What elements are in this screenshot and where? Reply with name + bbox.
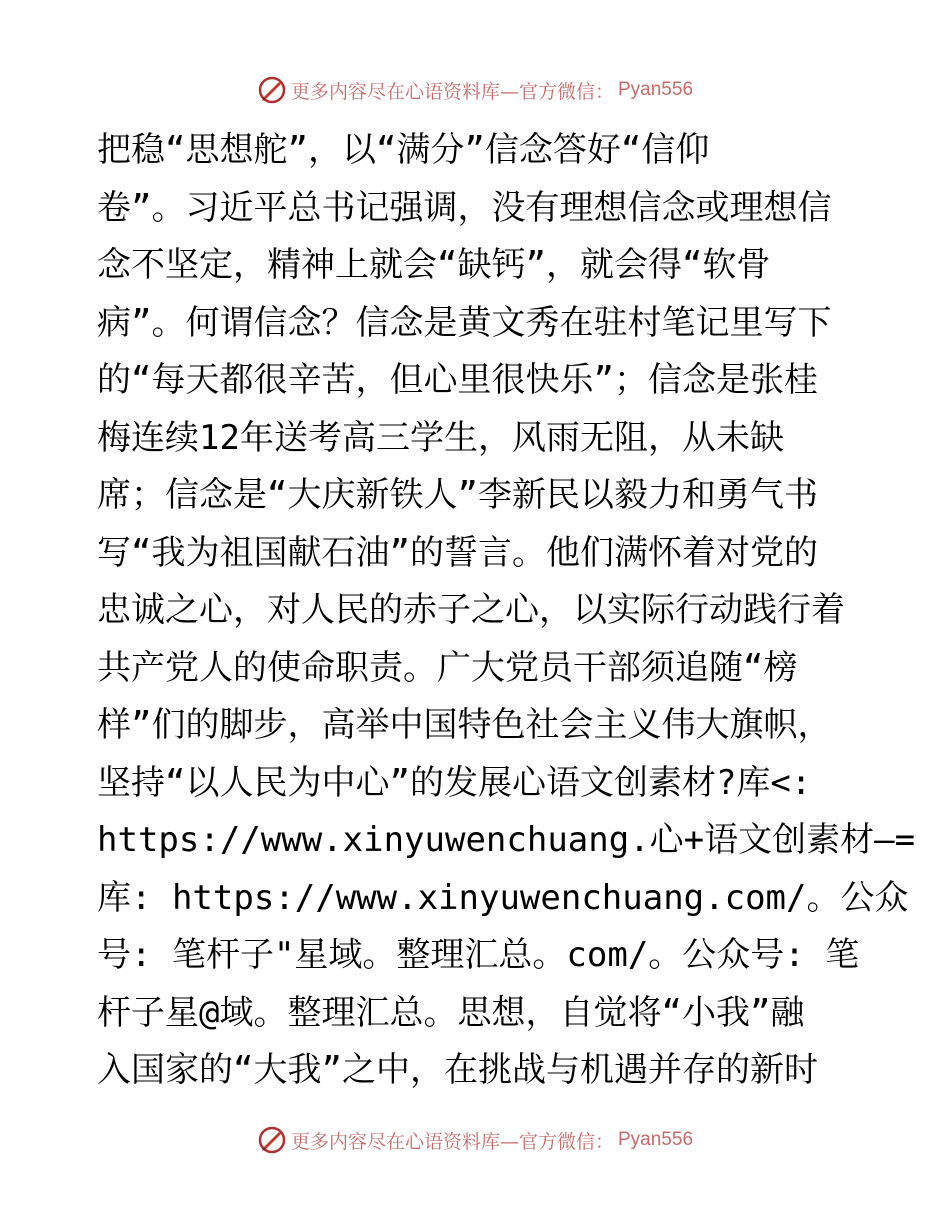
text-line: 共产党人的使命职责。广大党员干部须追随“榜 [97,647,798,688]
text-line: 的“每天都很辛苦，但心里很快乐”；信念是张桂 [97,360,818,400]
banner-text: 更多内容尽在心语资料库—官方微信： [290,80,614,103]
banner-wechat-id: Pyan556 [618,79,694,100]
pen-logo-icon [257,1125,287,1155]
text-line: 样”们的脚步，高举中国特色社会主义伟大旗帜， [97,705,832,745]
text-line: 号: 笔杆子"星域。整理汇总。com/。公众号: 笔 [97,935,860,975]
footer-banner [0,1123,950,1157]
pen-logo-icon [257,75,287,105]
text-line: https://www.xinyuwenchuang.心+语文创素材—= [97,820,916,860]
text-line: 库: https://www.xinyuwenchuang.com/。公众 [97,877,909,918]
text-line: 写“我为祖国献石油”的誓言。他们满怀着对党的 [97,532,818,573]
document-body [97,122,916,1100]
text-line: 坚持“以人民为中心”的发展心语文创素材?库<: [97,762,812,803]
text-line: 忠诚之心，对人民的赤子之心，以实际行动践行着 [97,590,845,630]
text-line: 病”。何谓信念？信念是黄文秀在驻村笔记里写下 [97,302,832,343]
text-line: 把稳“思想舵”，以“满分”信念答好“信仰 [97,130,710,170]
header-banner [0,73,950,107]
text-line: 杆子星@域。整理汇总。思想，自觉将“小我”融 [97,992,805,1033]
text-line: 席；信念是“大庆新铁人”李新民以毅力和勇气书 [97,475,818,515]
text-line: 入国家的“大我”之中，在挑战与机遇并存的新时 [97,1050,818,1090]
text-line: 念不坚定，精神上就会“缺钙”，就会得“软骨 [97,245,771,285]
banner-text: 更多内容尽在心语资料库—官方微信： [290,1130,614,1153]
text-line: 梅连续12年送考高三学生，风雨无阻，从未缺 [97,417,784,458]
text-line: 卷”。习近平总书记强调，没有理想信念或理想信 [97,187,832,228]
banner-wechat-id: Pyan556 [618,1129,694,1150]
